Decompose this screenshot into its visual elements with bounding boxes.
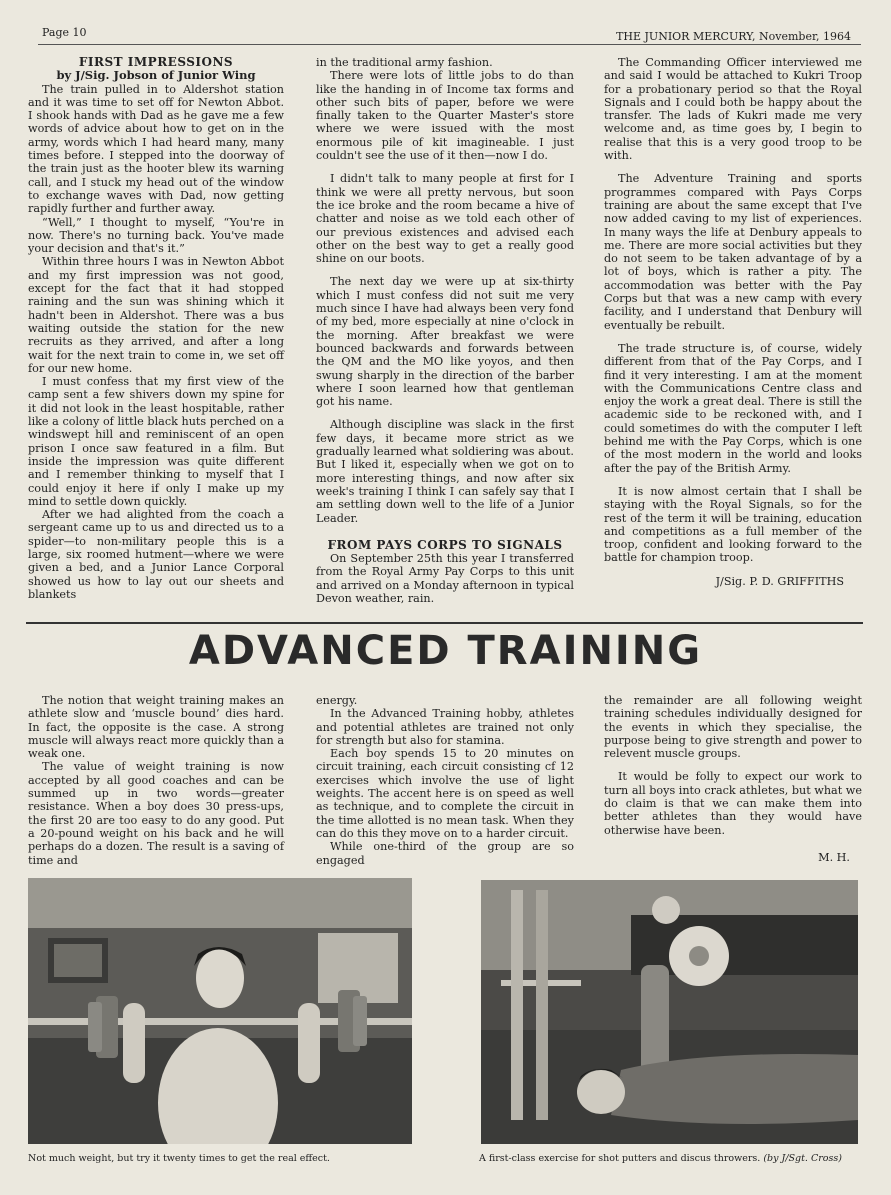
paragraph: It would be folly to expect our work to turn all boys into crack athletes, but what we do claim is that we can make them into better athletes than they would have otherwise have been. — [604, 770, 862, 837]
paragraph: Each boy spends 15 to 20 minutes on circuit training, each circuit consisting cf 12 exercises which involve the use of light weights. The accent here is on speed as well as technique, and to complete the circuit in the time allotted is no mean task. When they can do this they move on to a harder circuit. — [316, 747, 574, 840]
article-advanced-training-col2 — [316, 694, 574, 867]
paragraph: “Well,” I thought to myself, “You're in now. There's no turning back. You've made your decision and that's it.” — [28, 215, 284, 256]
paragraph: Although discipline was slack in the first few days, it became more strict as we gradually learned what soldiering was about. But I liked it, especially when we got on to more interesting things, and now after six week's training I think I can safely say that I am settling down well to the life of a Junior Leader. — [316, 418, 574, 525]
paragraph: The Commanding Officer interviewed me and said I would be attached to Kukri Troop for a probationary period so that the Royal Signals and I could both be happy about the transfer. The lads of Kukri made me very welcome and, as time goes by, I begin to realise that this is a very good troop to be with. — [604, 56, 862, 163]
article-title: FIRST IMPRESSIONS — [78, 55, 234, 69]
photo-credit: (by J/Sgt. Cross) — [763, 1153, 842, 1164]
author-initials: M. H. — [818, 850, 850, 864]
photo-caption: Not much weight, but try it twenty times to get the real effect. — [28, 1153, 330, 1164]
paragraph: the remainder are all following weight training schedules individually designed for the events in which they specialise, the purpose being to give strength and power to relevent muscle groups. — [604, 694, 862, 761]
publication-header: THE JUNIOR MERCURY, November, 1964 — [616, 30, 851, 43]
article-advanced-training-col1 — [28, 694, 284, 867]
paragraph: I didn't talk to many people at first for I think we were all pretty nervous, but soon the ice broke and the room became a hive of chatter and noise as we told each other of our previous existences and advised each other on the best way to get a really good shine on our boots. — [316, 172, 574, 266]
section-divider — [26, 622, 863, 624]
article-pays-corps-col3 — [604, 56, 862, 588]
paragraph: The next day we were up at six-thirty which I must confess did not suit me very much since I have had always been very fond of my bed, more especially at nine o'clock in the morning. After breakfast we were bounced backwards and forwards between the QM and the MO like yoyos, and then swung sharply in the direction of the barber where I soon learned how that gentleman got his name. — [316, 275, 574, 409]
author-signature: J/Sig. P. D. GRIFFITHS — [715, 574, 844, 588]
paragraph: I must confess that my first view of the camp sent a few shivers down my spine for it did not look in the least hospitable, rather like a colony of little black huts perched on a windswept hill and reminiscent of an open prison I once saw featured in a film. But inside the impression was quite different and I remember thinking to myself that I could enjoy it here if only I make up my mind to settle down quickly. — [28, 375, 284, 508]
paragraph: While one-third of the group are so engaged — [316, 840, 574, 867]
photo-bench-press — [481, 880, 858, 1144]
paragraph: The notion that weight training makes an athlete slow and ‘muscle bound’ dies hard. In fact, the opposite is the case. A strong muscle will always react more quickly than a weak one. — [28, 694, 284, 761]
paragraph: The trade structure is, of course, widely different from that of the Pay Corps, and I find it very interesting. I am at the moment with the Communications Centre class and enjoy the work a great deal. There is still the academic side to be reckoned with, and I could sometimes do with the computer I left behind me with the Pay Corps, which is one of the most modern in the world and looks after the pay of the British Army. — [604, 341, 862, 475]
paragraph: In the Advanced Training hobby, athletes and potential athletes are trained not only for strength but also for stamina. — [316, 707, 574, 747]
paragraph: energy. — [316, 694, 358, 707]
paragraph: It is now almost certain that I shall be staying with the Royal Signals, so for the rest of the term it will be training, education and competitions as a full member of the troop, confident and looking forward to the battle for champion troop. — [604, 484, 862, 565]
article-first-impressions-col1 — [28, 56, 284, 601]
header-rule — [38, 44, 861, 45]
photo-shoulder-press-image — [28, 878, 412, 1144]
paragraph: in the traditional army fashion. — [316, 56, 493, 69]
section-banner-title: ADVANCED TRAINING — [188, 628, 703, 674]
photo-caption-text: A first-class exercise for shot putters and discus throwers. — [479, 1153, 761, 1164]
paragraph: The Adventure Training and sports programmes compared with Pays Corps training are about the same except that I've now added caving to my list of experiences. In many ways the life at Denbury appeals to me. There are more social activities but they do not seem to be taken advantage of by a lot of boys, which is rather a pity. The accommodation was better with the Pay Corps but that was a new camp with every facility, and I understand that Denbury will eventually be rebuilt. — [604, 172, 862, 332]
article-advanced-training-col3 — [604, 694, 862, 864]
photo-bench-press-image — [481, 880, 858, 1144]
article-byline: by J/Sig. Jobson of Junior Wing — [56, 68, 256, 83]
paragraph: On September 25th this year I transferred from the Royal Army Pay Corps to this unit and arrived on a Monday afternoon in typical Devon weather, rain. — [316, 552, 574, 605]
paragraph: The train pulled in to Aldershot station and it was time to set off for Newton Abbot. I shook hands with Dad as he gave me a few words of advice about how to get on in the army, words which I had heard many, many times before. I stepped into the doorway of the train just as the hooter blew its warning call, and I stuck my head out of the window to exchange waves with Dad, now getting rapidly further and further away. — [28, 82, 284, 216]
paragraph: There were lots of little jobs to do than like the handing in of Income tax forms and other such bits of paper, before we were finally taken to the Quarter Master's store where we were issued with the most enormous pile of kit imagineable. I just couldn't see the use of it then—now I do. — [316, 69, 574, 163]
paragraph: The value of weight training is now accepted by all good coaches and can be summed up in two words—greater resistance. When a boy does 30 press-ups, the first 20 are too easy to do any good. Put a 20-pound weight on his back and he will perhaps do a dozen. The result is a saving of time and — [28, 760, 284, 867]
photo-caption — [479, 1153, 842, 1164]
article-title: FROM PAYS CORPS TO SIGNALS — [327, 537, 563, 552]
article-first-impressions-col2 — [316, 56, 574, 605]
paragraph: Within three hours I was in Newton Abbot and my first impression was not good, except for the fact that it had stopped raining and the sun was shining which it hadn't been in Aldershot. There was a bus waiting outside the station for the new recruits as they arrived, and after a long wait for the next train to come in, we set off for our new home. — [28, 255, 284, 375]
photo-shoulder-press — [28, 878, 412, 1144]
page-number: Page 10 — [42, 26, 87, 39]
paragraph: After we had alighted from the coach a sergeant came up to us and directed us to a spider—to non-military people this is a large, six roomed hutment—where we were given a bed, and a Junior Lance Corporal showed us how to lay out our sheets and blankets — [28, 508, 284, 601]
